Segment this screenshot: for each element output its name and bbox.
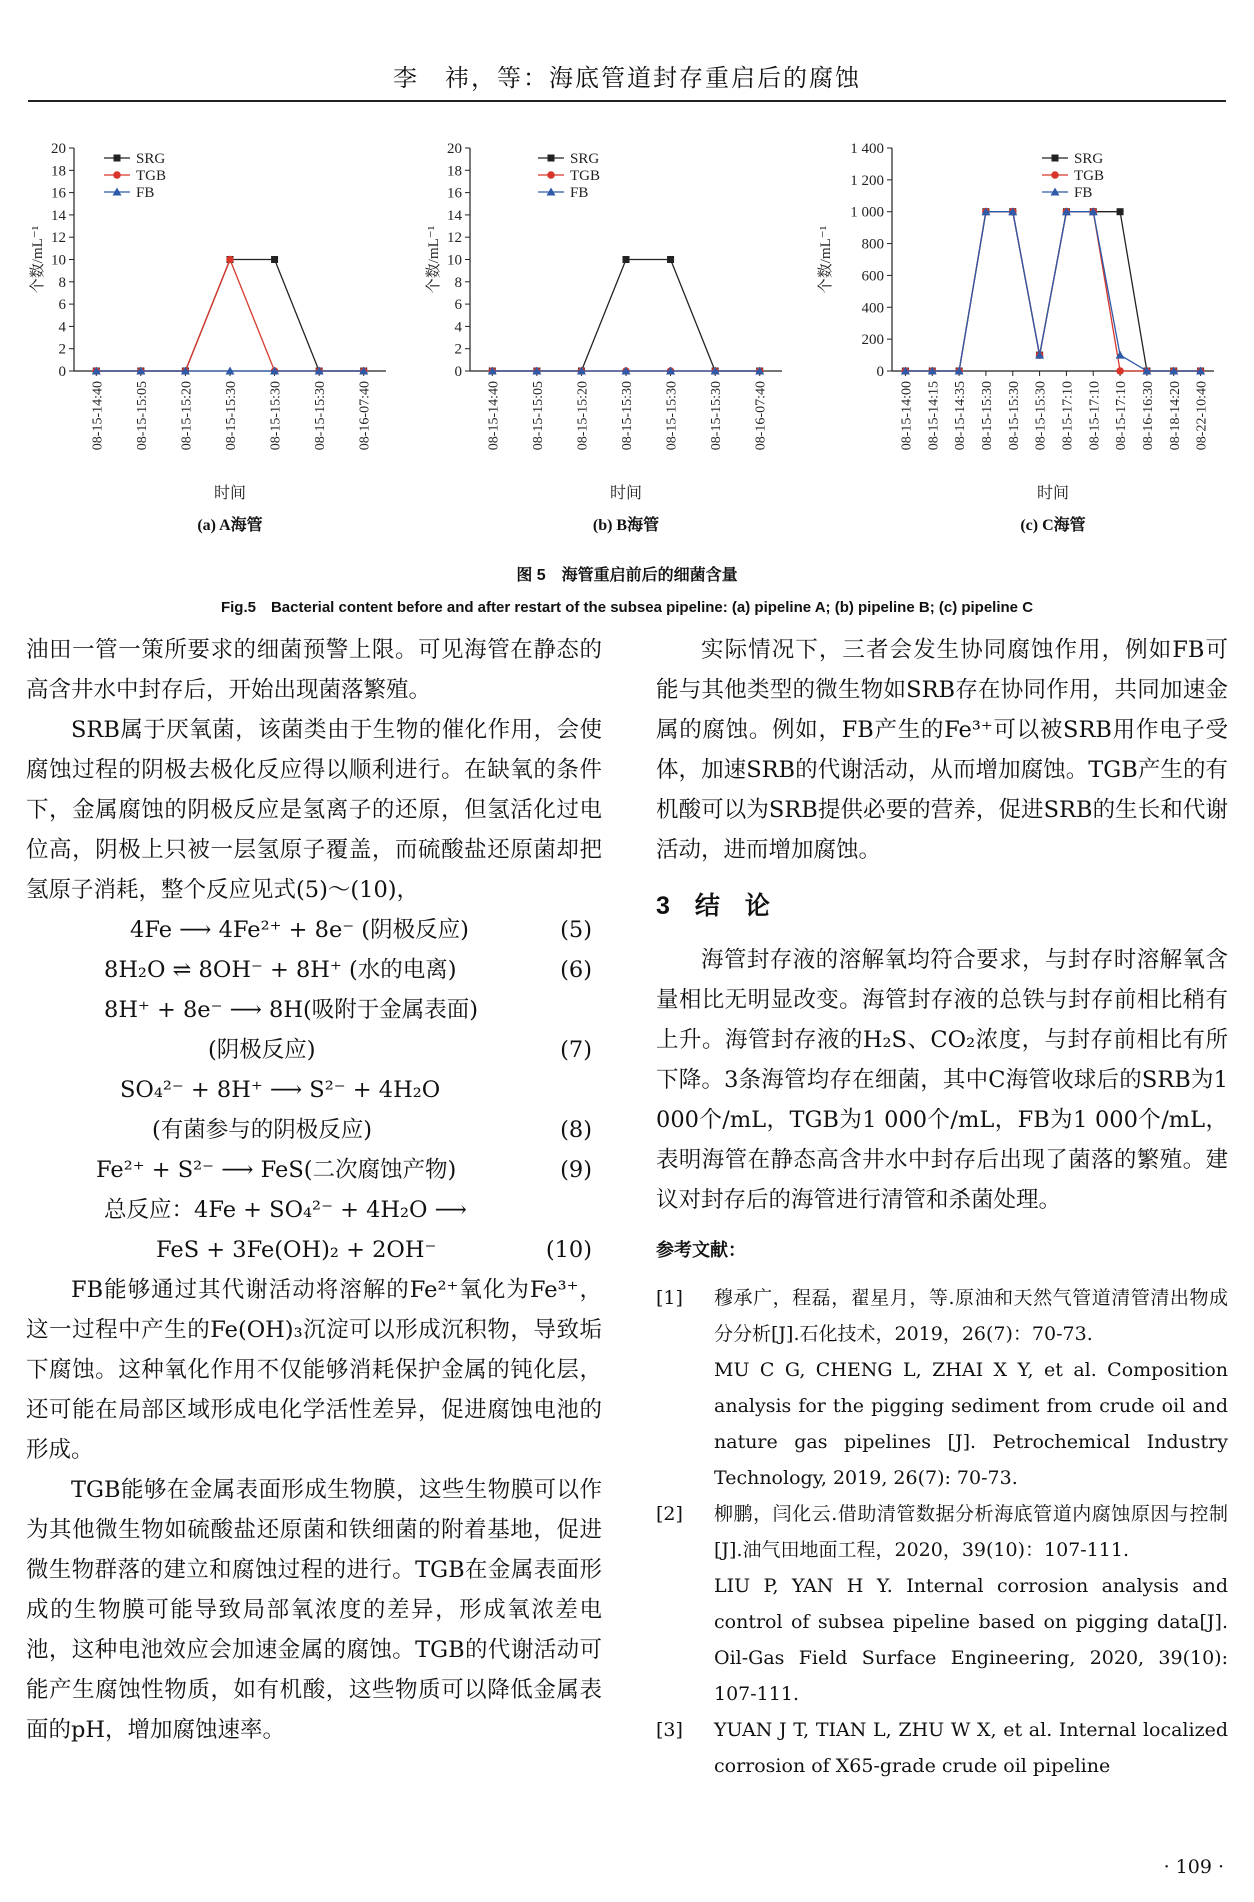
legend-label: FB — [570, 185, 589, 201]
series-line — [96, 260, 363, 372]
paragraph: TGB能够在金属表面形成生物膜，这些生物膜可以作为其他微生物如硫酸盐还原菌和铁细菌的附着基地，促进微生物群落的建立和腐蚀过程的进行。TGB在金属表面形成的生物膜可能导致局部氧浓度的差异，形成氧浓差电池，这种电池效应会加速金属的腐蚀。TGB的代谢活动可能产生腐蚀性物质，如有机酸，这些物质可以降低金属表面的pH，增加腐蚀速率。 — [26, 1477, 602, 1743]
reference-en: MU C G, CHENG L, ZHAI X Y, et al. Composition analysis for the pigging sediment from crude oil and nature gas pipelines [J]. Petrochemical Industry Technology, 2019, 26(7): 70-73. — [714, 1359, 1228, 1489]
subfigure-caption: (c) C海管 — [1020, 517, 1086, 534]
y-tick-label: 20 — [447, 141, 462, 157]
y-tick-label: 14 — [447, 207, 462, 224]
x-tick-label: 08-16-16:30 — [1140, 381, 1156, 451]
chart-c — [810, 128, 1230, 558]
equation — [26, 1070, 602, 1110]
y-tick-label: 0 — [876, 364, 884, 380]
legend-label: FB — [1074, 185, 1093, 201]
reference-cn: 穆承广，程磊，翟星月，等.原油和天然气管道清管清出物成分分析[J].石化技术，2019，26(7)：70-73. — [714, 1287, 1228, 1345]
y-tick-label: 18 — [447, 163, 462, 180]
x-tick-label: 08-15-14:00 — [899, 381, 915, 451]
chart-svg — [810, 128, 1230, 558]
y-tick-label: 600 — [861, 268, 884, 285]
reference-en: YUAN J T, TIAN L, ZHU W X, et al. Internal localized corrosion of X65-grade crude oil pipeline — [714, 1719, 1228, 1777]
equation-text: 4Fe ⟶ 4Fe²⁺ + 8e⁻ (阴极反应) — [130, 917, 469, 943]
equation-text: (有菌参与的阴极反应) — [152, 1117, 373, 1143]
y-tick-label: 8 — [58, 274, 66, 291]
reference-number: [1] — [656, 1287, 683, 1309]
chart-svg — [22, 128, 402, 558]
y-tick-label: 2 — [58, 341, 66, 358]
y-axis-label: 个数/mL⁻¹ — [30, 225, 46, 294]
x-tick-label: 08-18-14:20 — [1167, 381, 1183, 451]
series-line — [905, 212, 1200, 371]
equation — [26, 950, 602, 990]
equation-number: (5) — [560, 917, 592, 943]
y-tick-label: 0 — [58, 364, 66, 380]
y-tick-label: 200 — [861, 332, 884, 349]
y-tick-label: 12 — [51, 230, 66, 247]
reference-en: LIU P, YAN H Y. Internal corrosion analysis and control of subsea pipeline based on pigging data[J]. Oil-Gas Field Surface Engineering, 2020, 39(10): 107-111. — [714, 1575, 1228, 1705]
x-tick-label: 08-15-14:40 — [486, 381, 502, 451]
y-tick-label: 1 400 — [850, 141, 884, 157]
y-axis-label: 个数/mL⁻¹ — [426, 225, 442, 294]
x-tick-label: 08-16-07:40 — [357, 381, 373, 451]
x-tick-label: 08-15-15:20 — [179, 381, 195, 451]
equation-text: 8H⁺ + 8e⁻ ⟶ 8H(吸附于金属表面) — [104, 997, 479, 1023]
equation-text: 8H₂O ⇌ 8OH⁻ + 8H⁺ (水的电离) — [104, 957, 457, 983]
y-tick-label: 14 — [51, 207, 66, 224]
y-tick-label: 2 — [454, 341, 462, 358]
x-tick-label: 08-22-10:40 — [1194, 381, 1210, 451]
x-axis-label: 时间 — [1036, 485, 1070, 502]
equation-text: FeS + 3Fe(OH)₂ + 2OH⁻ — [156, 1237, 437, 1263]
x-tick-label: 08-15-14:15 — [926, 381, 942, 451]
right-column — [656, 630, 1228, 1784]
series-tgb — [902, 208, 1205, 375]
x-tick-label: 08-15-14:35 — [953, 381, 969, 451]
y-tick-label: 16 — [51, 185, 66, 202]
y-tick-label: 1 200 — [850, 172, 884, 189]
reference-item — [656, 1712, 1228, 1784]
series-srg — [93, 256, 367, 375]
equation — [26, 1230, 602, 1270]
equation — [26, 1150, 602, 1190]
data-point — [548, 155, 555, 162]
x-tick-label: 08-15-14:40 — [90, 381, 106, 451]
equation — [26, 1190, 602, 1230]
y-tick-label: 6 — [58, 297, 66, 314]
x-tick-label: 08-15-15:30 — [313, 381, 329, 451]
x-tick-label: 08-15-15:30 — [224, 381, 239, 451]
page-number: · 109 · — [1163, 1856, 1224, 1878]
x-axis-label: 时间 — [213, 485, 247, 502]
data-point — [271, 256, 278, 263]
x-axis-label: 时间 — [609, 485, 643, 502]
chart-a — [22, 128, 402, 558]
subfigure-caption: (a) A海管 — [197, 517, 263, 534]
data-point — [1051, 171, 1059, 179]
y-tick-label: 10 — [51, 252, 66, 269]
reference-number: [3] — [656, 1719, 683, 1741]
x-tick-label: 08-15-15:30 — [1033, 381, 1049, 451]
equation-number: (8) — [560, 1117, 592, 1143]
x-tick-label: 08-15-17:10 — [1114, 381, 1130, 451]
equation-text: SO₄²⁻ + 8H⁺ ⟶ S²⁻ + 4H₂O — [120, 1077, 441, 1103]
figure-caption-cn: 图 5 海管重启前后的细菌含量 — [516, 567, 738, 584]
legend-label: TGB — [1074, 168, 1104, 184]
legend — [538, 151, 600, 201]
references-heading: 参考文献： — [656, 1240, 746, 1260]
series-line — [492, 260, 759, 372]
series-line — [905, 212, 1200, 371]
subfigure-caption: (b) B海管 — [592, 517, 660, 534]
y-tick-label: 16 — [447, 185, 462, 202]
equation-number: (6) — [560, 957, 592, 983]
y-tick-label: 20 — [51, 141, 66, 157]
y-tick-label: 6 — [454, 297, 462, 314]
series-line — [905, 212, 1200, 371]
data-point — [623, 256, 630, 263]
reference-number: [2] — [656, 1503, 683, 1525]
y-tick-label: 800 — [861, 236, 884, 253]
x-tick-label: 08-15-15:30 — [979, 381, 995, 451]
legend-label: SRG — [1074, 151, 1104, 167]
series-fb — [92, 367, 368, 375]
x-tick-label: 08-15-17:10 — [1087, 381, 1103, 451]
legend-label: TGB — [136, 168, 166, 184]
data-point — [113, 171, 121, 179]
y-tick-label: 4 — [58, 319, 66, 336]
reference-cn: 柳鹏，闫化云.借助清管数据分析海底管道内腐蚀原因与控制[J].油气田地面工程，2020，39(10)：107-111. — [714, 1503, 1228, 1561]
y-axis-label: 个数/mL⁻¹ — [818, 225, 834, 294]
paragraph: 油田一管一策所要求的细菌预警上限。可见海管在静态的高含井水中封存后，开始出现菌落繁殖。 — [26, 637, 602, 703]
x-tick-label: 08-15-15:20 — [575, 381, 591, 451]
chart-svg — [418, 128, 798, 558]
series-line — [96, 260, 363, 372]
page-header — [0, 0, 1254, 100]
legend-label: SRG — [570, 151, 600, 167]
reference-item — [656, 1280, 1228, 1496]
y-tick-label: 400 — [861, 300, 884, 317]
x-tick-label: 08-15-15:30 — [268, 381, 284, 451]
legend — [104, 151, 166, 201]
paragraph: 实际情况下，三者会发生协同腐蚀作用，例如FB可能与其他类型的微生物如SRB存在协同作用，共同加速金属的腐蚀。例如，FB产生的Fe³⁺可以被SRB用作电子受体，加速SRB的代谢活动，从而增加腐蚀。TGB产生的有机酸可以为SRB提供必要的营养，促进SRB的生长和代谢活动，进而增加腐蚀。 — [656, 637, 1228, 863]
legend — [1042, 151, 1104, 201]
x-tick-label: 08-15-17:10 — [1060, 381, 1076, 451]
data-point — [1117, 208, 1124, 215]
y-tick-label: 0 — [454, 364, 462, 380]
equation — [26, 910, 602, 950]
section-heading: 3 结 论 — [656, 892, 770, 920]
legend-label: TGB — [570, 168, 600, 184]
y-tick-label: 10 — [447, 252, 462, 269]
paragraph: FB能够通过其代谢活动将溶解的Fe²⁺氧化为Fe³⁺，这一过程中产生的Fe(OH)₃沉淀可以形成沉积物，导致垢下腐蚀。这种氧化作用不仅能够消耗保护金属的钝化层，还可能在局部区域形成电化学活性差异，促进腐蚀电池的形成。 — [26, 1277, 602, 1463]
running-title: 李 祎，等：海底管道封存重启后的腐蚀 — [393, 64, 861, 92]
y-tick-label: 1 000 — [850, 204, 884, 221]
y-tick-label: 4 — [454, 319, 462, 336]
paragraph: 海管封存液的溶解氧均符合要求，与封存时溶解氧含量相比无明显改变。海管封存液的总铁与封存前相比稍有上升。海管封存液的H₂S、CO₂浓度，与封存前相比有所下降。3条海管均存在细菌，其中C海管收球后的SRB为1 000个/mL，TGB为1 000个/mL，FB为1 000个/mL，表明海管在静态高含井水中封存后出现了菌落的繁殖。建议对封存后的海管进行清管和杀菌处理。 — [656, 947, 1228, 1213]
figure-caption-en: Fig.5 Bacterial content before and after restart of the subsea pipeline: (a) pipeline A; (b) pipeline B; (c) pipeline C — [220, 599, 1034, 616]
series-srg — [902, 208, 1204, 374]
header-rule — [28, 100, 1226, 102]
series-fb — [488, 367, 764, 375]
x-tick-label: 08-15-15:30 — [709, 381, 725, 451]
y-tick-label: 18 — [51, 163, 66, 180]
x-tick-label: 08-15-15:30 — [664, 381, 680, 451]
equation — [26, 1110, 602, 1150]
series-tgb — [92, 256, 367, 375]
x-tick-label: 08-15-15:30 — [620, 381, 635, 451]
x-tick-label: 08-15-15:30 — [1006, 381, 1022, 451]
equation-number: (7) — [560, 1037, 592, 1063]
equation-number: (10) — [545, 1237, 592, 1263]
data-point — [1116, 367, 1124, 375]
y-tick-label: 12 — [447, 230, 462, 247]
left-column — [26, 630, 602, 1750]
paragraph: SRB属于厌氧菌，该菌类由于生物的催化作用，会使腐蚀过程的阴极去极化反应得以顺利进行。在缺氧的条件下，金属腐蚀的阴极反应是氢离子的还原，但氢活化过电位高，阴极上只被一层氢原子覆盖，而硫酸盐还原菌却把氢原子消耗，整个反应见式(5)～(10)， — [26, 717, 602, 903]
equation-text: Fe²⁺ + S²⁻ ⟶ FeS(二次腐蚀产物) — [96, 1157, 457, 1183]
x-tick-label: 08-15-15:05 — [530, 381, 546, 451]
equation — [26, 990, 602, 1030]
equation — [26, 1030, 602, 1070]
data-point — [114, 155, 121, 162]
reference-item — [656, 1496, 1228, 1712]
data-point — [547, 171, 555, 179]
legend-label: SRG — [136, 151, 166, 167]
x-tick-label: 08-15-15:05 — [134, 381, 150, 451]
series-srg — [489, 256, 763, 375]
data-point — [667, 256, 674, 263]
legend-label: FB — [136, 185, 155, 201]
y-tick-label: 8 — [454, 274, 462, 291]
data-point — [1052, 155, 1059, 162]
equation-text: (阴极反应) — [208, 1037, 316, 1063]
equation-number: (9) — [560, 1157, 592, 1183]
x-tick-label: 08-16-07:40 — [753, 381, 769, 451]
series-fb — [901, 207, 1205, 374]
equation-text: 总反应：4Fe + SO₄²⁻ + 4H₂O ⟶ — [104, 1197, 467, 1223]
data-point — [226, 256, 234, 264]
chart-b — [418, 128, 798, 558]
